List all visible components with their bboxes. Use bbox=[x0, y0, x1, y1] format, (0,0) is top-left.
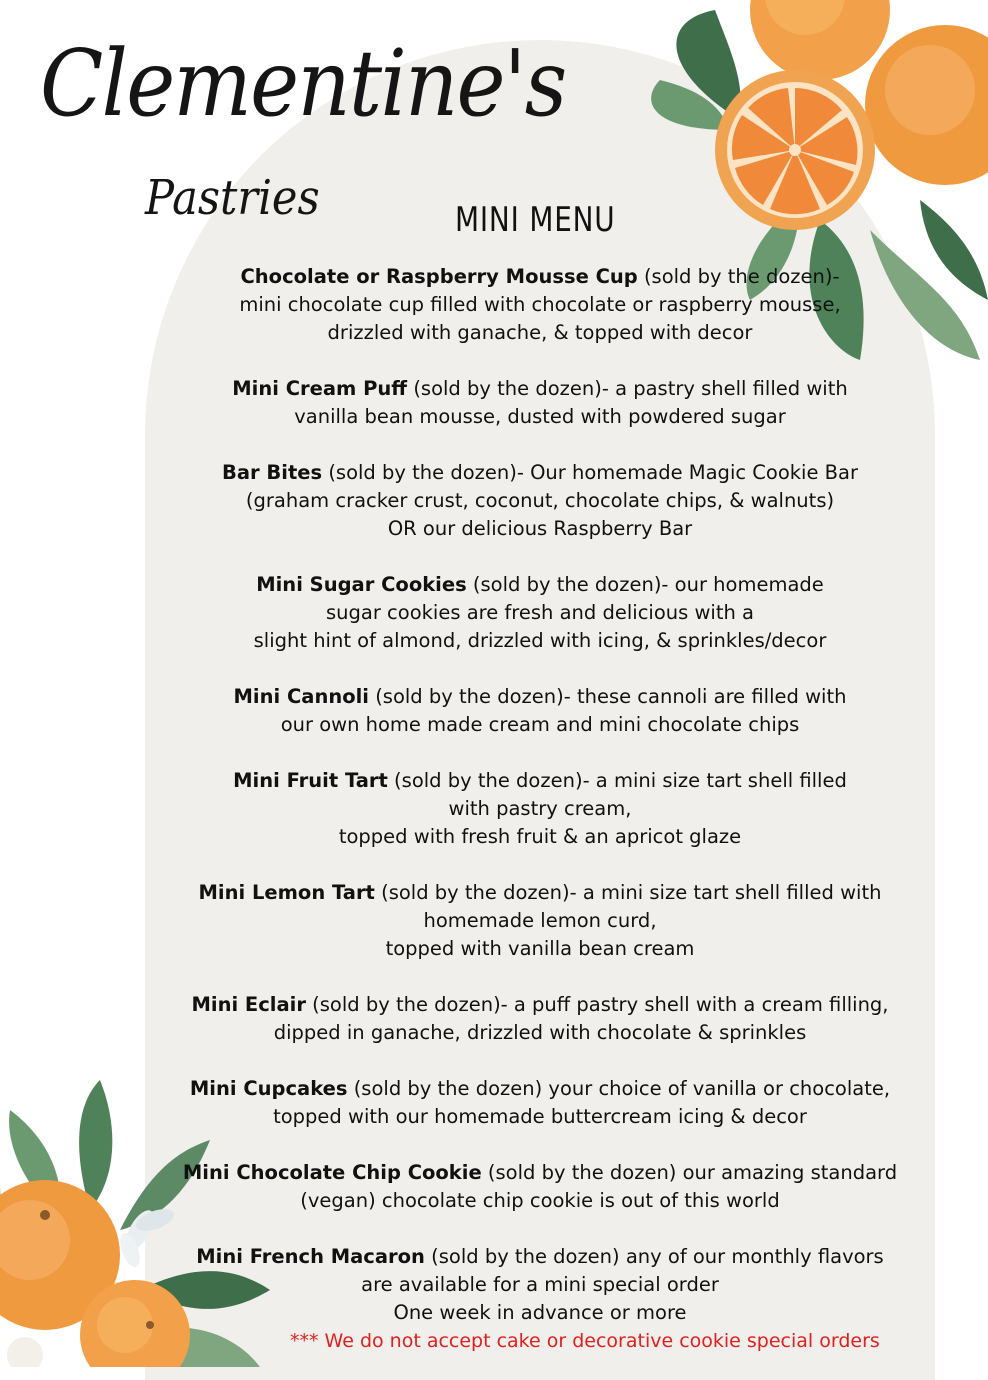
item-line: (sold by the dozen)- a mini size tart shell filled bbox=[394, 769, 847, 792]
menu-item bbox=[180, 263, 900, 347]
item-line: (sold by the dozen) our amazing standard bbox=[487, 1161, 898, 1184]
item-line: (sold by the dozen) any of our monthly flavors bbox=[431, 1245, 884, 1268]
brand-subtitle: Pastries bbox=[145, 170, 320, 226]
item-line: (sold by the dozen) your choice of vanilla or chocolate, bbox=[353, 1077, 891, 1100]
menu-item bbox=[180, 991, 900, 1047]
menu-item bbox=[180, 879, 900, 963]
menu-title: MINI MENU bbox=[455, 200, 616, 240]
menu-items bbox=[180, 263, 900, 1327]
menu-item bbox=[180, 375, 900, 431]
menu-item bbox=[180, 1243, 900, 1327]
menu-item bbox=[180, 459, 900, 543]
item-line: our own home made cream and mini chocolate chips bbox=[280, 713, 800, 736]
item-line: (graham cracker crust, coconut, chocolate chips, & walnuts) bbox=[245, 489, 835, 512]
item-line: (sold by the dozen)- Our homemade Magic Cookie Bar bbox=[328, 461, 859, 484]
item-name: Mini Cannoli bbox=[233, 685, 369, 708]
special-order-notice: *** We do not accept cake or decorative cookie special orders bbox=[290, 1330, 880, 1352]
item-name: Mini Cream Puff bbox=[232, 377, 408, 400]
item-name: Mini Cupcakes bbox=[189, 1077, 348, 1100]
item-line: topped with vanilla bean cream bbox=[385, 937, 695, 960]
item-line: slight hint of almond, drizzled with icing, & sprinkles/decor bbox=[253, 629, 827, 652]
item-line: (sold by the dozen)- a mini size tart shell filled with bbox=[381, 881, 882, 904]
item-name: Mini Chocolate Chip Cookie bbox=[182, 1161, 482, 1184]
item-line: mini chocolate cup filled with chocolate or raspberry mousse, bbox=[239, 293, 841, 316]
item-line: drizzled with ganache, & topped with decor bbox=[327, 321, 753, 344]
item-line: (sold by the dozen)- a pastry shell filled with bbox=[413, 377, 848, 400]
item-line: vanilla bean mousse, dusted with powdered sugar bbox=[294, 405, 786, 428]
item-line: (sold by the dozen)- our homemade bbox=[472, 573, 824, 596]
item-name: Mini Fruit Tart bbox=[233, 769, 388, 792]
item-line: are available for a mini special order bbox=[361, 1273, 719, 1296]
menu-item bbox=[180, 571, 900, 655]
item-line: topped with fresh fruit & an apricot glaze bbox=[338, 825, 742, 848]
item-line: (sold by the dozen)- bbox=[643, 265, 840, 288]
item-line: (sold by the dozen)- these cannoli are filled with bbox=[375, 685, 847, 708]
menu-item bbox=[180, 1075, 900, 1131]
item-name: Bar Bites bbox=[221, 461, 323, 484]
brand-name: Clementine's bbox=[40, 30, 566, 137]
item-name: Mini French Macaron bbox=[196, 1245, 425, 1268]
item-line: (vegan) chocolate chip cookie is out of this world bbox=[300, 1189, 780, 1212]
item-line: (sold by the dozen)- a puff pastry shell with a cream filling, bbox=[312, 993, 889, 1016]
item-line: sugar cookies are fresh and delicious with a bbox=[325, 601, 754, 624]
item-line: OR our delicious Raspberry Bar bbox=[387, 517, 693, 540]
menu-item bbox=[180, 683, 900, 739]
item-name: Mini Lemon Tart bbox=[198, 881, 375, 904]
menu-item bbox=[180, 767, 900, 851]
item-line: One week in advance or more bbox=[393, 1301, 687, 1324]
item-name: Mini Eclair bbox=[191, 993, 306, 1016]
item-name: Chocolate or Raspberry Mousse Cup bbox=[240, 265, 638, 288]
item-name: Mini Sugar Cookies bbox=[256, 573, 467, 596]
item-line: topped with our homemade buttercream icing & decor bbox=[273, 1105, 807, 1128]
item-line: with pastry cream, bbox=[448, 797, 632, 820]
item-line: homemade lemon curd, bbox=[423, 909, 657, 932]
item-line: dipped in ganache, drizzled with chocolate & sprinkles bbox=[273, 1021, 807, 1044]
menu-item bbox=[180, 1159, 900, 1215]
